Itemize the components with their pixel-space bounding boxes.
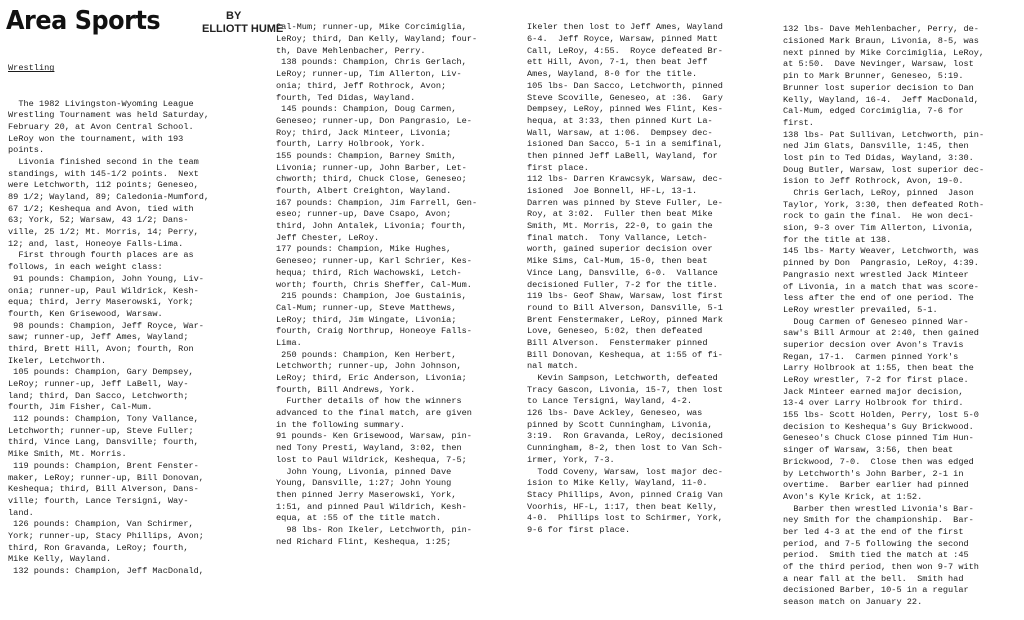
text-line: third, John Antalek, Livonia; fourth, <box>276 221 467 232</box>
text-line: February 20, at Avon Central School. <box>8 121 194 132</box>
text-line: Dempsey, LeRoy, pinned Wes Flint, Kes- <box>527 104 723 115</box>
text-line: Cal-Mum; runner-up, Steve Matthews, <box>276 302 457 313</box>
text-line: fourth, Craig Northrup, Honeoye Falls- <box>276 326 472 337</box>
text-line: Todd Coveny, Warsaw, lost major dec- <box>527 466 723 477</box>
text-line: The 1982 Livingston-Wyoming League <box>8 98 194 109</box>
text-line: saw; runner-up, Jeff Ames, Wayland; <box>8 332 189 343</box>
text-line: advanced to the final match, are given <box>276 408 472 419</box>
text-line: First through fourth places are as <box>8 250 194 261</box>
text-line: 12; and, last, Honeoye Falls-Lima. <box>8 238 184 249</box>
text-line: Doug Carmen of Geneseo pinned War- <box>783 316 969 327</box>
text-line: Kevin Sampson, Letchworth, defeated <box>527 373 718 384</box>
text-line: ision to Jeff Rothrock, Avon, 19-0. <box>783 176 964 187</box>
text-line: 4-0. Phillips lost to Schirmer, York, <box>527 513 723 524</box>
text-line: 67 1/2; Keshequa and Avon, tied with <box>8 203 194 214</box>
text-line: Geneseo; runner-up, Karl Schrier, Kes- <box>276 256 472 267</box>
text-line: 105 lbs- Dan Sacco, Letchworth, pinned <box>527 80 723 91</box>
text-line: Love, Geneseo, 5:02, then defeated <box>527 326 703 337</box>
text-line: ision to Mike Kelly, Wayland, 11-0. <box>527 478 708 489</box>
text-line: worth, gained superior decision over <box>527 244 713 255</box>
section-heading: Wrestling <box>8 63 55 74</box>
text-line: ett Hill, Avon, 7-1, then beat Jeff <box>527 57 708 68</box>
text-line: third, Ron Gravanda, LeRoy; fourth, <box>8 542 189 553</box>
text-line: Vince Lang, Dansville, 6-0. Vallance <box>527 267 718 278</box>
text-line: worth; fourth, Chris Sheffer, Cal-Mum. <box>276 279 472 290</box>
text-line: Ames, Wayland, 8-0 for the title. <box>527 69 698 80</box>
column-body <box>527 22 723 536</box>
text-line: cisioned Mark Braun, Livonia, 8-5, was <box>783 36 979 47</box>
text-line: nal match. <box>527 361 579 372</box>
article-column-1 <box>8 40 209 589</box>
text-line: then pinned Jerry Maserowski, York, <box>276 489 457 500</box>
text-line: Livonia finished second in the team <box>8 156 199 167</box>
text-line: were Letchworth, 112 points; Geneseo, <box>8 180 199 191</box>
text-line: fourth, Larry Holbrook, York. <box>276 139 426 150</box>
text-line: Roy, at 3:02. Fuller then beat Mike <box>527 209 713 220</box>
text-line: ville, 25 1/2; Mt. Morris, 14; Perry, <box>8 227 199 238</box>
text-line: then pinned Jeff LaBell, Wayland, for <box>527 150 718 161</box>
text-line: next pinned by Mike Corcimiglia, LeRoy, <box>783 47 985 58</box>
text-line: Cal-Mum; runner-up, Mike Corcimiglia, <box>276 22 467 33</box>
text-line: decisioned Fuller, 7-2 for the title. <box>527 279 718 290</box>
text-line: Jack Minteer earned major decision, <box>783 386 964 397</box>
text-line: 89 1/2; Wayland, 89; Caledonia-Mumford, <box>8 192 210 202</box>
text-line: round to Bill Alverson, Dansville, 5-1 <box>527 302 723 313</box>
text-line: Brent Fenstermaker, LeRoy, pinned Mark <box>527 314 723 325</box>
text-line: th, Dave Mehlenbacher, Perry. <box>276 45 426 56</box>
text-line: fourth, Albert Creighton, Wayland. <box>276 186 452 197</box>
text-line: onia; third, Jeff Rothrock, Avon; <box>276 80 447 91</box>
text-line: Ikeler then lost to Jeff Ames, Wayland <box>527 22 723 33</box>
text-line: Larry Holbrook at 1:55, then beat the <box>783 363 974 374</box>
text-line: first place. <box>527 162 589 173</box>
text-line: fourth, Ken Grisewood, Warsaw. <box>8 308 163 319</box>
text-line: Chris Gerlach, LeRoy, pinned Jason <box>783 188 974 199</box>
text-line: Brickwood, 7-0. Close then was edged <box>783 456 974 467</box>
text-line: saw's Bill Armour at 2:40, then gained <box>783 328 979 339</box>
text-line: Pangrasio next wrestled Jack Minteer <box>783 269 969 280</box>
text-line: 132 pounds: Champion, Jeff MacDonald, <box>8 566 204 576</box>
text-line: land. <box>8 507 34 518</box>
text-line: Geneseo; runner-up, Don Pangrasio, Le- <box>276 115 472 126</box>
text-line: Letchworth; runner-up, John Johnson, <box>276 361 462 372</box>
text-line: land; third, Dan Sacco, Letchworth; <box>8 390 189 401</box>
text-line: Steve Scoville, Geneseo, at :36. Gary <box>527 92 723 103</box>
article-column-2 <box>276 0 477 560</box>
text-line: 9-6 for first place. <box>527 524 631 535</box>
text-line: lost pin to Ted Didas, Wayland, 3:30. <box>783 152 974 163</box>
text-line: standings, with 145-1/2 points. Next <box>8 168 199 179</box>
text-line: third, Vince Lang, Dansville; fourth, <box>8 437 199 448</box>
text-line: 167 pounds: Champion, Jim Farrell, Gen- <box>276 197 478 208</box>
text-line: points. <box>8 145 45 156</box>
byline <box>202 10 283 36</box>
text-line: 119 pounds: Champion, Brent Fenster- <box>8 460 199 471</box>
text-line: singer of Warsaw, 3:56, then beat <box>783 445 954 456</box>
text-line: Doug Butler, Warsaw, lost superior dec- <box>783 164 985 175</box>
text-line: less after the end of one period. The <box>783 293 974 304</box>
text-line: ber led 4-3 at the end of the first <box>783 526 964 537</box>
text-line: 63; York, 52; Warsaw, 43 1/2; Dans- <box>8 215 189 226</box>
text-line: 1:51, and pinned Paul Wildrich, Kesh- <box>276 501 467 512</box>
text-line: Tracy Gascon, Livonia, 15-7, then lost <box>527 384 723 395</box>
text-line: fourth, Bill Andrews, York. <box>276 384 416 395</box>
text-line: equa, at :55 of the title match. <box>276 513 442 524</box>
text-line: ned Richard Flint, Keshequa, 1:25; <box>276 536 452 547</box>
text-line: sion, 9-3 over Tim Allerton, Livonia, <box>783 223 974 234</box>
text-line: maker, LeRoy; runner-up, Bill Donovan, <box>8 472 204 483</box>
text-line: 112 pounds: Champion, Tony Vallance, <box>8 414 199 425</box>
text-line: Jeff Chester, LeRoy. <box>276 232 380 243</box>
text-line: Voorhis, HF-L, 1:17, then beat Kelly, <box>527 501 718 512</box>
text-line: 13-4 over Larry Holbrook for third. <box>783 398 964 409</box>
text-line: Further details of how the winners <box>276 396 462 407</box>
text-line: LeRoy; third, Eric Anderson, Livonia; <box>276 373 467 384</box>
text-line: ney Smith for the championship. Bar- <box>783 515 974 526</box>
text-line: first. <box>783 117 814 128</box>
text-line: pinned by Scott Cunningham, Livonia, <box>527 419 713 430</box>
text-line: Ikeler, Letchworth. <box>8 355 106 366</box>
text-line: of the third period, then won 9-7 with <box>783 562 979 573</box>
text-line: Mike Sims, Cal-Mum, 15-0, then beat <box>527 256 708 267</box>
text-line: Darren was pinned by Steve Fuller, Le- <box>527 197 723 208</box>
text-line: LeRoy; third, Dan Kelly, Wayland; four- <box>276 34 478 45</box>
text-line: season match on January 22. <box>783 597 923 608</box>
byline-by: BY <box>226 10 242 22</box>
text-line: LeRoy; runner-up, Tim Allerton, Liv- <box>276 69 462 80</box>
text-line: onia; runner-up, Paul Wildrick, Kesh- <box>8 285 199 296</box>
text-line: isioned Dan Sacco, 5-1 in a semifinal, <box>527 139 723 150</box>
text-line: Stacy Phillips, Avon, pinned Craig Van <box>527 489 723 500</box>
text-line: Brunner lost superior decision to Dan <box>783 82 974 93</box>
text-line: Taylor, York, 3:30, then defeated Roth- <box>783 199 985 210</box>
text-line: hequa, at 3:33, then pinned Kurt La- <box>527 115 713 126</box>
text-line: isioned Joe Bonnell, HF-L, 13-1. <box>527 186 698 197</box>
text-line: of Livonia, in a match that was score- <box>783 281 979 292</box>
text-line: Bill Donovan, Keshequa, at 1:55 of fi- <box>527 349 723 360</box>
text-line: 98 lbs- Ron Ikeler, Letchworth, pin- <box>276 524 472 535</box>
text-line: final match. Tony Vallance, Letch- <box>527 232 708 243</box>
text-line: 126 lbs- Dave Ackley, Geneseo, was <box>527 408 703 419</box>
text-line: in the following summary. <box>276 419 405 430</box>
text-line: Livonia; runner-up, John Barber, Let- <box>276 162 467 173</box>
text-line: follows, in each weight class: <box>8 262 163 273</box>
text-line: equa; third, Jerry Maserowski, York; <box>8 297 194 308</box>
text-line: fourth, Jim Fisher, Cal-Mum. <box>8 402 153 413</box>
text-line: hequa; third, Rich Wachowski, Letch- <box>276 267 462 278</box>
text-line: period. Smith tied the match at :45 <box>783 550 969 561</box>
text-line: 177 pounds: Champion, Mike Hughes, <box>276 244 452 255</box>
text-line: ville; fourth, Lance Tersigni, Way- <box>8 495 189 506</box>
text-line: Wrestling Tournament was held Saturday, <box>8 110 210 121</box>
text-line: 145 pounds: Champion, Doug Carmen, <box>276 104 457 115</box>
text-line: 126 pounds: Champion, Van Schirmer, <box>8 519 194 530</box>
text-line: 105 pounds: Champion, Gary Dempsey, <box>8 367 194 378</box>
text-line: Barber then wrestled Livonia's Bar- <box>783 503 974 514</box>
text-line: 155 lbs- Scott Holden, Perry, lost 5-0 <box>783 410 979 421</box>
text-line: overtime. Barber earlier had pinned <box>783 480 969 491</box>
text-line: decisioned Barber, 10-5 in a regular <box>783 585 969 596</box>
text-line: Regan, 17-1. Carmen pinned York's <box>783 351 959 362</box>
text-line: Mike Kelly, Wayland. <box>8 554 112 565</box>
text-line: 215 pounds: Champion, Joe Gustainis, <box>276 291 467 302</box>
text-line: LeRoy wrestler, 7-2 for first place. <box>783 375 969 386</box>
text-line: to Lance Tersigni, Wayland, 4-2. <box>527 396 693 407</box>
text-line: 250 pounds: Champion, Ken Herbert, <box>276 349 457 360</box>
text-line: Cunningham, 8-2, then lost to Van Sch- <box>527 443 723 454</box>
text-line: 155 pounds: Champion, Barney Smith, <box>276 150 457 161</box>
text-line: pinned by Don Pangrasio, LeRoy, 4:39. <box>783 258 979 269</box>
text-line: 138 lbs- Pat Sullivan, Letchworth, pin- <box>783 129 985 140</box>
text-line: 91 pounds- Ken Grisewood, Warsaw, pin- <box>276 431 472 442</box>
text-line: Bill Alverson. Fenstermaker pinned <box>527 337 708 348</box>
text-line: 112 lbs- Darren Krawcsyk, Warsaw, dec- <box>527 174 723 185</box>
text-line: a near fall at the bell. Smith had <box>783 573 964 584</box>
column-body <box>783 24 984 608</box>
text-line: 145 lbs- Marty Weaver, Letchworth, was <box>783 246 979 257</box>
text-line: 138 pounds: Champion, Chris Gerlach, <box>276 57 467 68</box>
text-line: pin to Mark Brunner, Geneseo, 5:19. <box>783 71 964 82</box>
text-line: Keshequa; third, Bill Alverson, Dans- <box>8 484 199 495</box>
text-line: irmer, York, 7-3. <box>527 454 615 465</box>
text-line: period, and 7-5 following the second <box>783 538 969 549</box>
text-line: 3:19. Ron Gravanda, LeRoy, decisioned <box>527 431 723 442</box>
text-line: ned Tony Presti, Wayland, 3:02, then <box>276 443 462 454</box>
text-line: John Young, Livonia, pinned Dave <box>276 466 452 477</box>
text-line: Kelly, Wayland, 16-4. Jeff MacDonald, <box>783 94 979 105</box>
text-line: Geneseo's Chuck Close pinned Tim Hun- <box>783 433 974 444</box>
text-line: by Letchworth's John Barber, 2-1 in <box>783 468 964 479</box>
text-line: Mike Smith, Mt. Morris. <box>8 449 127 460</box>
text-line: 91 pounds: Champion, John Young, Liv- <box>8 273 204 284</box>
text-line: ned Jim Glats, Dansville, 1:45, then <box>783 141 969 152</box>
column-body <box>276 22 477 548</box>
text-line: Young, Dansville, 1:27; John Young <box>276 478 452 489</box>
text-line: for the title at 138. <box>783 234 892 245</box>
text-line: York; runner-up, Stacy Phillips, Avon; <box>8 530 204 541</box>
text-line: lost to Paul Wildrick, Keshequa, 7-5; <box>276 454 467 465</box>
text-line: 98 pounds: Champion, Jeff Royce, War- <box>8 320 204 331</box>
text-line: eseo; runner-up, Dave Csapo, Avon; <box>276 209 452 220</box>
text-line: Cal-Mum, edged Corcimiglia, 7-6 for <box>783 106 964 117</box>
text-line: Avon's Kyle Krick, at 1:52. <box>783 491 923 502</box>
text-line: LeRoy wrestler prevailed, 5-1. <box>783 304 938 315</box>
article-column-3 <box>527 0 723 548</box>
text-line: Lima. <box>276 337 302 348</box>
byline-author: ELLIOTT HUME <box>202 23 284 35</box>
article-column-4 <box>783 1 984 620</box>
text-line: LeRoy; runner-up, Jeff LaBell, Way- <box>8 379 189 389</box>
text-line: rock to gain the final. He won deci- <box>783 211 974 222</box>
text-line: Letchworth; runner-up, Steve Fuller; <box>8 425 194 436</box>
text-line: fourth, Ted Didas, Wayland. <box>276 92 416 103</box>
text-line: 6-4. Jeff Royce, Warsaw, pinned Matt <box>527 34 718 45</box>
column-body <box>8 99 209 578</box>
text-line: decision to Keshequa's Guy Brickwood. <box>783 421 974 432</box>
text-line: Wall, Warsaw, at 1:06. Dempsey dec- <box>527 127 713 138</box>
text-line: Call, LeRoy, 4:55. Royce defeated Br- <box>527 45 723 56</box>
text-line: LeRoy; third, Jim Wingate, Livonia; <box>276 314 457 325</box>
text-line: Smith, Mt. Morris, 22-0, to gain the <box>527 221 713 232</box>
text-line: 132 lbs- Dave Mehlenbacher, Perry, de- <box>783 24 979 35</box>
masthead-title: Area Sports <box>6 6 161 36</box>
text-line: chworth; third, Chuck Close, Geneseo; <box>276 174 467 185</box>
text-line: superior decsion over Avon's Travis <box>783 339 964 350</box>
text-line: 119 lbs- Geof Shaw, Warsaw, lost first <box>527 291 723 302</box>
text-line: Roy; third, Jack Minteer, Livonia; <box>276 127 452 138</box>
text-line: at 5:50. Dave Nevinger, Warsaw, lost <box>783 59 974 70</box>
text-line: LeRoy won the tournament, with 193 <box>8 133 184 144</box>
text-line: third, Brett Hill, Avon; fourth, Ron <box>8 343 194 354</box>
